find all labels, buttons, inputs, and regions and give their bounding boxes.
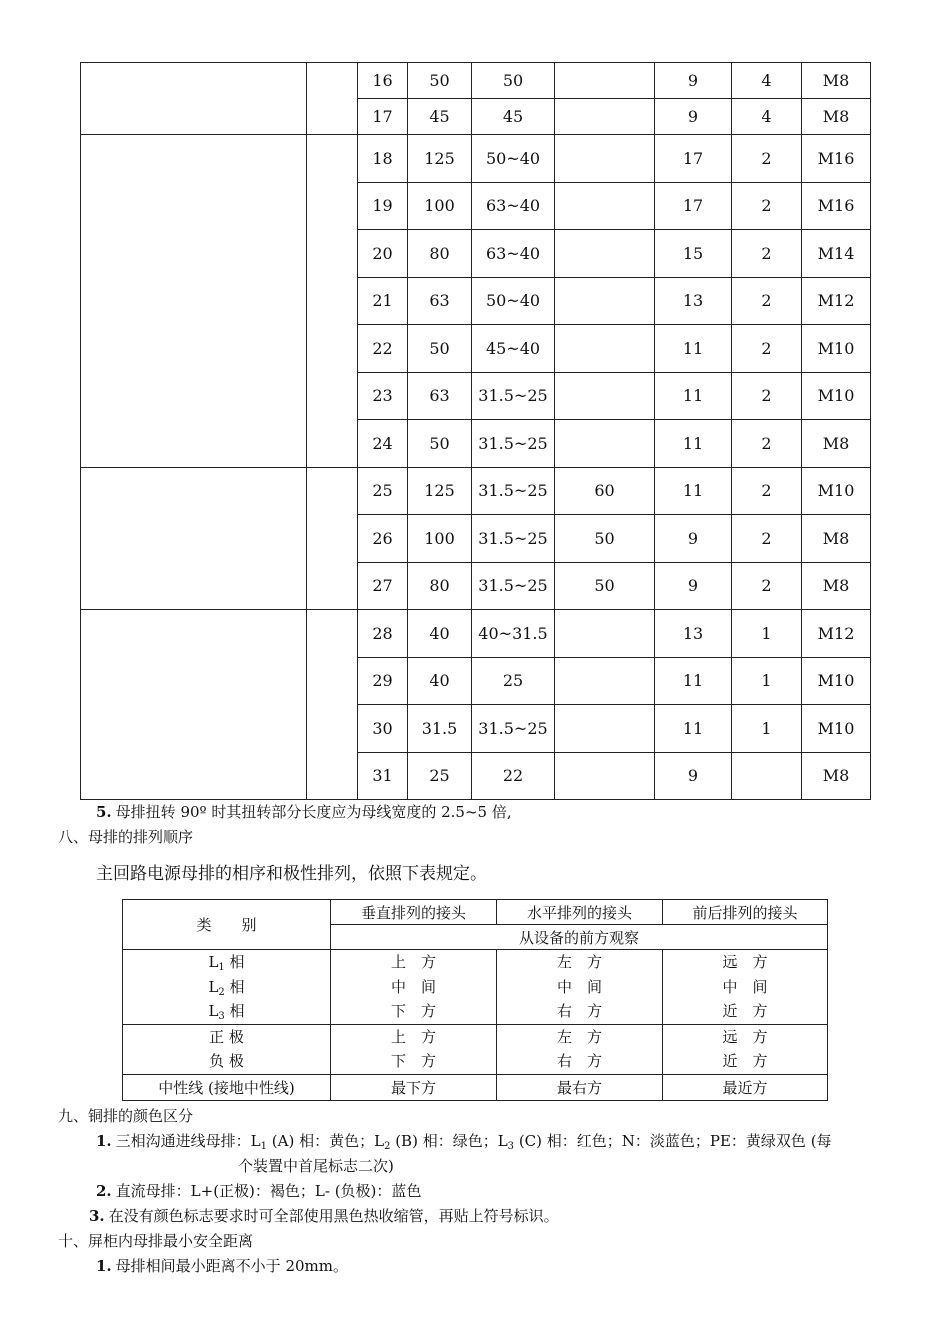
phase-labels-cell [123,950,331,1025]
phase-frontback-l3: 近 方 [722,1002,768,1020]
table-cell: 2 [732,372,802,420]
table-cell: M8 [802,515,871,563]
table-cell: M10 [802,467,871,515]
table-cell: 20 [358,230,408,278]
table-cell: M10 [802,325,871,373]
table-cell [555,420,655,468]
table-cell: 13 [655,610,732,658]
table-cell: 21 [358,277,408,325]
note-5-text: 母排扭转 90º 时其扭转部分长度应为母线宽度的 2.5~5 倍, [115,803,512,821]
table-cell: 100 [408,182,472,230]
pole-frontback-negative: 近 方 [722,1052,768,1070]
table-cell: 4 [732,63,802,99]
phase-vertical-l2: 中 间 [390,977,436,996]
table-cell: 19 [358,182,408,230]
table-cell: 31.5~25 [472,705,555,753]
table-cell: 31.5~25 [472,562,555,610]
group-label-cell [81,467,307,610]
table-cell: 13 [655,277,732,325]
table-cell: 28 [358,610,408,658]
table-cell: 60 [555,467,655,515]
table-cell: M8 [802,562,871,610]
table-cell: 9 [655,515,732,563]
note-5-number: 5. [96,803,112,821]
table-cell: 31 [358,752,408,800]
table-cell [555,325,655,373]
table-cell: 50 [408,325,472,373]
table-cell: 31.5~25 [472,420,555,468]
table-cell: M8 [802,99,871,135]
table-cell: 9 [655,63,732,99]
table-cell: 31.5~25 [472,515,555,563]
table-cell: 18 [358,135,408,183]
table-cell: 22 [472,752,555,800]
phase-label-l3: $L_3$ 相 [208,1002,245,1022]
table-cell: M8 [802,752,871,800]
neutral-label: 中性线 (接地中性线) [123,1074,331,1100]
table-cell: 16 [358,63,408,99]
table-cell [555,372,655,420]
section-10-heading: 十、屏柜内母排最小安全距离 [58,1232,254,1250]
table-cell: 4 [732,99,802,135]
phase-vertical-l1: 上 方 [390,953,436,971]
pole-horizontal-negative: 右 方 [556,1052,602,1070]
pole-labels-cell [123,1024,331,1074]
table-cell: 9 [655,752,732,800]
table-cell: M10 [802,657,871,705]
table-row [81,467,871,515]
table-cell: 2 [732,515,802,563]
pole-label-negative: 负 极 [209,1052,244,1070]
table-cell: 50 [408,420,472,468]
table-cell: 22 [358,325,408,373]
section-9-item-1: 1. 三相沟通进线母排：$L_1$ (A) 相：黄色；$L_2$ (B) 相：绿色；$L_3$ (C) 相：红色；N：淡蓝色；PE：黄绿双色 (每 [96,1132,832,1152]
table-cell: 40 [408,657,472,705]
table-cell: 11 [655,705,732,753]
table-cell: 2 [732,182,802,230]
section-9-heading: 九、铜排的颜色区分 [58,1107,194,1125]
table-cell: 50 [472,63,555,99]
table-cell: M14 [802,230,871,278]
table-cell: 11 [655,657,732,705]
pole-vertical-negative: 下 方 [390,1052,436,1070]
pole-horizontal-cell [497,1024,663,1074]
table-cell: 29 [358,657,408,705]
table-cell: 63 [408,277,472,325]
table-cell: 125 [408,135,472,183]
table-cell: 17 [655,135,732,183]
table-cell: 24 [358,420,408,468]
table-cell: 2 [732,420,802,468]
table-cell: 50~40 [472,277,555,325]
phase-vertical-cell [331,950,497,1025]
table-cell: 2 [732,467,802,515]
table-cell: M12 [802,610,871,658]
phase-horizontal-l1: 左 方 [556,953,602,971]
table-cell: 2 [732,325,802,373]
section-8-intro: 主回路电源母排的相序和极性排列，依照下表规定。 [96,864,487,884]
table-cell: 2 [732,277,802,325]
table-cell: 125 [408,467,472,515]
table-row [81,63,871,99]
table-cell: 40 [408,610,472,658]
table-cell: 40~31.5 [472,610,555,658]
table-cell [555,135,655,183]
group-spacer-cell [307,467,358,610]
table-cell: 1 [732,705,802,753]
table-cell [555,182,655,230]
section-10-item-1: 1. 母排相间最小距离不小于 20mm。 [96,1257,348,1275]
table-cell: 9 [655,99,732,135]
table-cell: 25 [408,752,472,800]
table-cell: 23 [358,372,408,420]
table-cell [555,230,655,278]
group-spacer-cell [307,610,358,800]
table-cell: 31.5~25 [472,467,555,515]
pole-frontback-positive: 远 方 [722,1027,768,1046]
pole-label-positive: 正 极 [209,1027,244,1046]
table-cell [555,277,655,325]
table-cell: 45~40 [472,325,555,373]
neutral-horizontal: 最右方 [497,1074,663,1100]
phase-arrangement-table [122,899,828,1101]
pole-vertical-cell [331,1024,497,1074]
table-cell: 2 [732,562,802,610]
table-cell [555,99,655,135]
table-cell: 27 [358,562,408,610]
table-cell [555,63,655,99]
table-cell: M16 [802,135,871,183]
group-label-cell [81,610,307,800]
table-cell: 1 [732,610,802,658]
table-cell: 1 [732,657,802,705]
table-cell: 2 [732,135,802,183]
table-cell: 25 [472,657,555,705]
header-horizontal: 水平排列的接头 [497,900,663,925]
header-category: 类 别 [123,900,331,950]
table-cell: M10 [802,372,871,420]
table-cell: 63~40 [472,230,555,278]
table-cell: 50 [555,562,655,610]
group-label-cell [81,135,307,468]
table-cell: 9 [655,562,732,610]
table-cell: 15 [655,230,732,278]
table-cell: 45 [408,99,472,135]
table-cell: 11 [655,467,732,515]
busbar-spec-table [80,62,871,800]
table-cell: 80 [408,230,472,278]
section-8-heading: 八、母排的排列顺序 [58,828,194,846]
pole-vertical-positive: 上 方 [390,1027,436,1046]
table-cell: 63~40 [472,182,555,230]
table-cell: 45 [472,99,555,135]
table-cell: 25 [358,467,408,515]
pole-frontback-cell [663,1024,828,1074]
table-cell: 11 [655,420,732,468]
phase-frontback-cell [663,950,828,1025]
phase-label-l2: $L_2$ 相 [208,977,245,998]
table-cell [732,752,802,800]
busbar-spec-body [81,63,871,800]
table-cell [555,657,655,705]
table-cell: 50~40 [472,135,555,183]
table-cell: 26 [358,515,408,563]
phase-label-l1: $L_1$ 相 [208,953,245,973]
table-row [81,610,871,658]
table-cell: 63 [408,372,472,420]
pole-horizontal-positive: 左 方 [556,1027,602,1046]
group-label-cell [81,63,307,135]
table-cell: 31.5~25 [472,372,555,420]
phase-vertical-l3: 下 方 [390,1002,436,1020]
section-9-item-1-continued: 个装置中首尾标志二次) [238,1157,394,1175]
table-row [81,135,871,183]
neutral-vertical: 最下方 [331,1074,497,1100]
table-cell: M10 [802,705,871,753]
table-cell: 100 [408,515,472,563]
section-9-item-2: 2. 直流母排：L+(正极)：褐色；L- (负极)：蓝色 [96,1182,422,1200]
table-cell [555,610,655,658]
section-9-item-3: 3. 在没有颜色标志要求时可全部使用黑色热收缩管，再贴上符号标识。 [89,1207,559,1225]
header-vertical: 垂直排列的接头 [331,900,497,925]
group-spacer-cell [307,63,358,135]
table-cell: 31.5 [408,705,472,753]
group-spacer-cell [307,135,358,468]
table-cell: 50 [555,515,655,563]
phase-frontback-l1: 远 方 [722,953,768,971]
table-cell: 11 [655,372,732,420]
table-cell: M12 [802,277,871,325]
phase-horizontal-cell [497,950,663,1025]
table-cell: 17 [358,99,408,135]
header-observe: 从设备的前方观察 [331,925,828,950]
table-cell: 2 [732,230,802,278]
neutral-frontback: 最近方 [663,1074,828,1100]
table-cell: 50 [408,63,472,99]
phase-frontback-l2: 中 间 [722,977,768,996]
phase-horizontal-l3: 右 方 [556,1002,602,1020]
table-cell: M8 [802,420,871,468]
phase-horizontal-l2: 中 间 [556,977,602,996]
table-cell: 11 [655,325,732,373]
table-cell [555,752,655,800]
table-cell: M8 [802,63,871,99]
note-5 [96,802,512,822]
table-cell: 17 [655,182,732,230]
table-cell: 80 [408,562,472,610]
table-cell [555,705,655,753]
table-cell: 30 [358,705,408,753]
header-frontback: 前后排列的接头 [663,900,828,925]
table-cell: M16 [802,182,871,230]
